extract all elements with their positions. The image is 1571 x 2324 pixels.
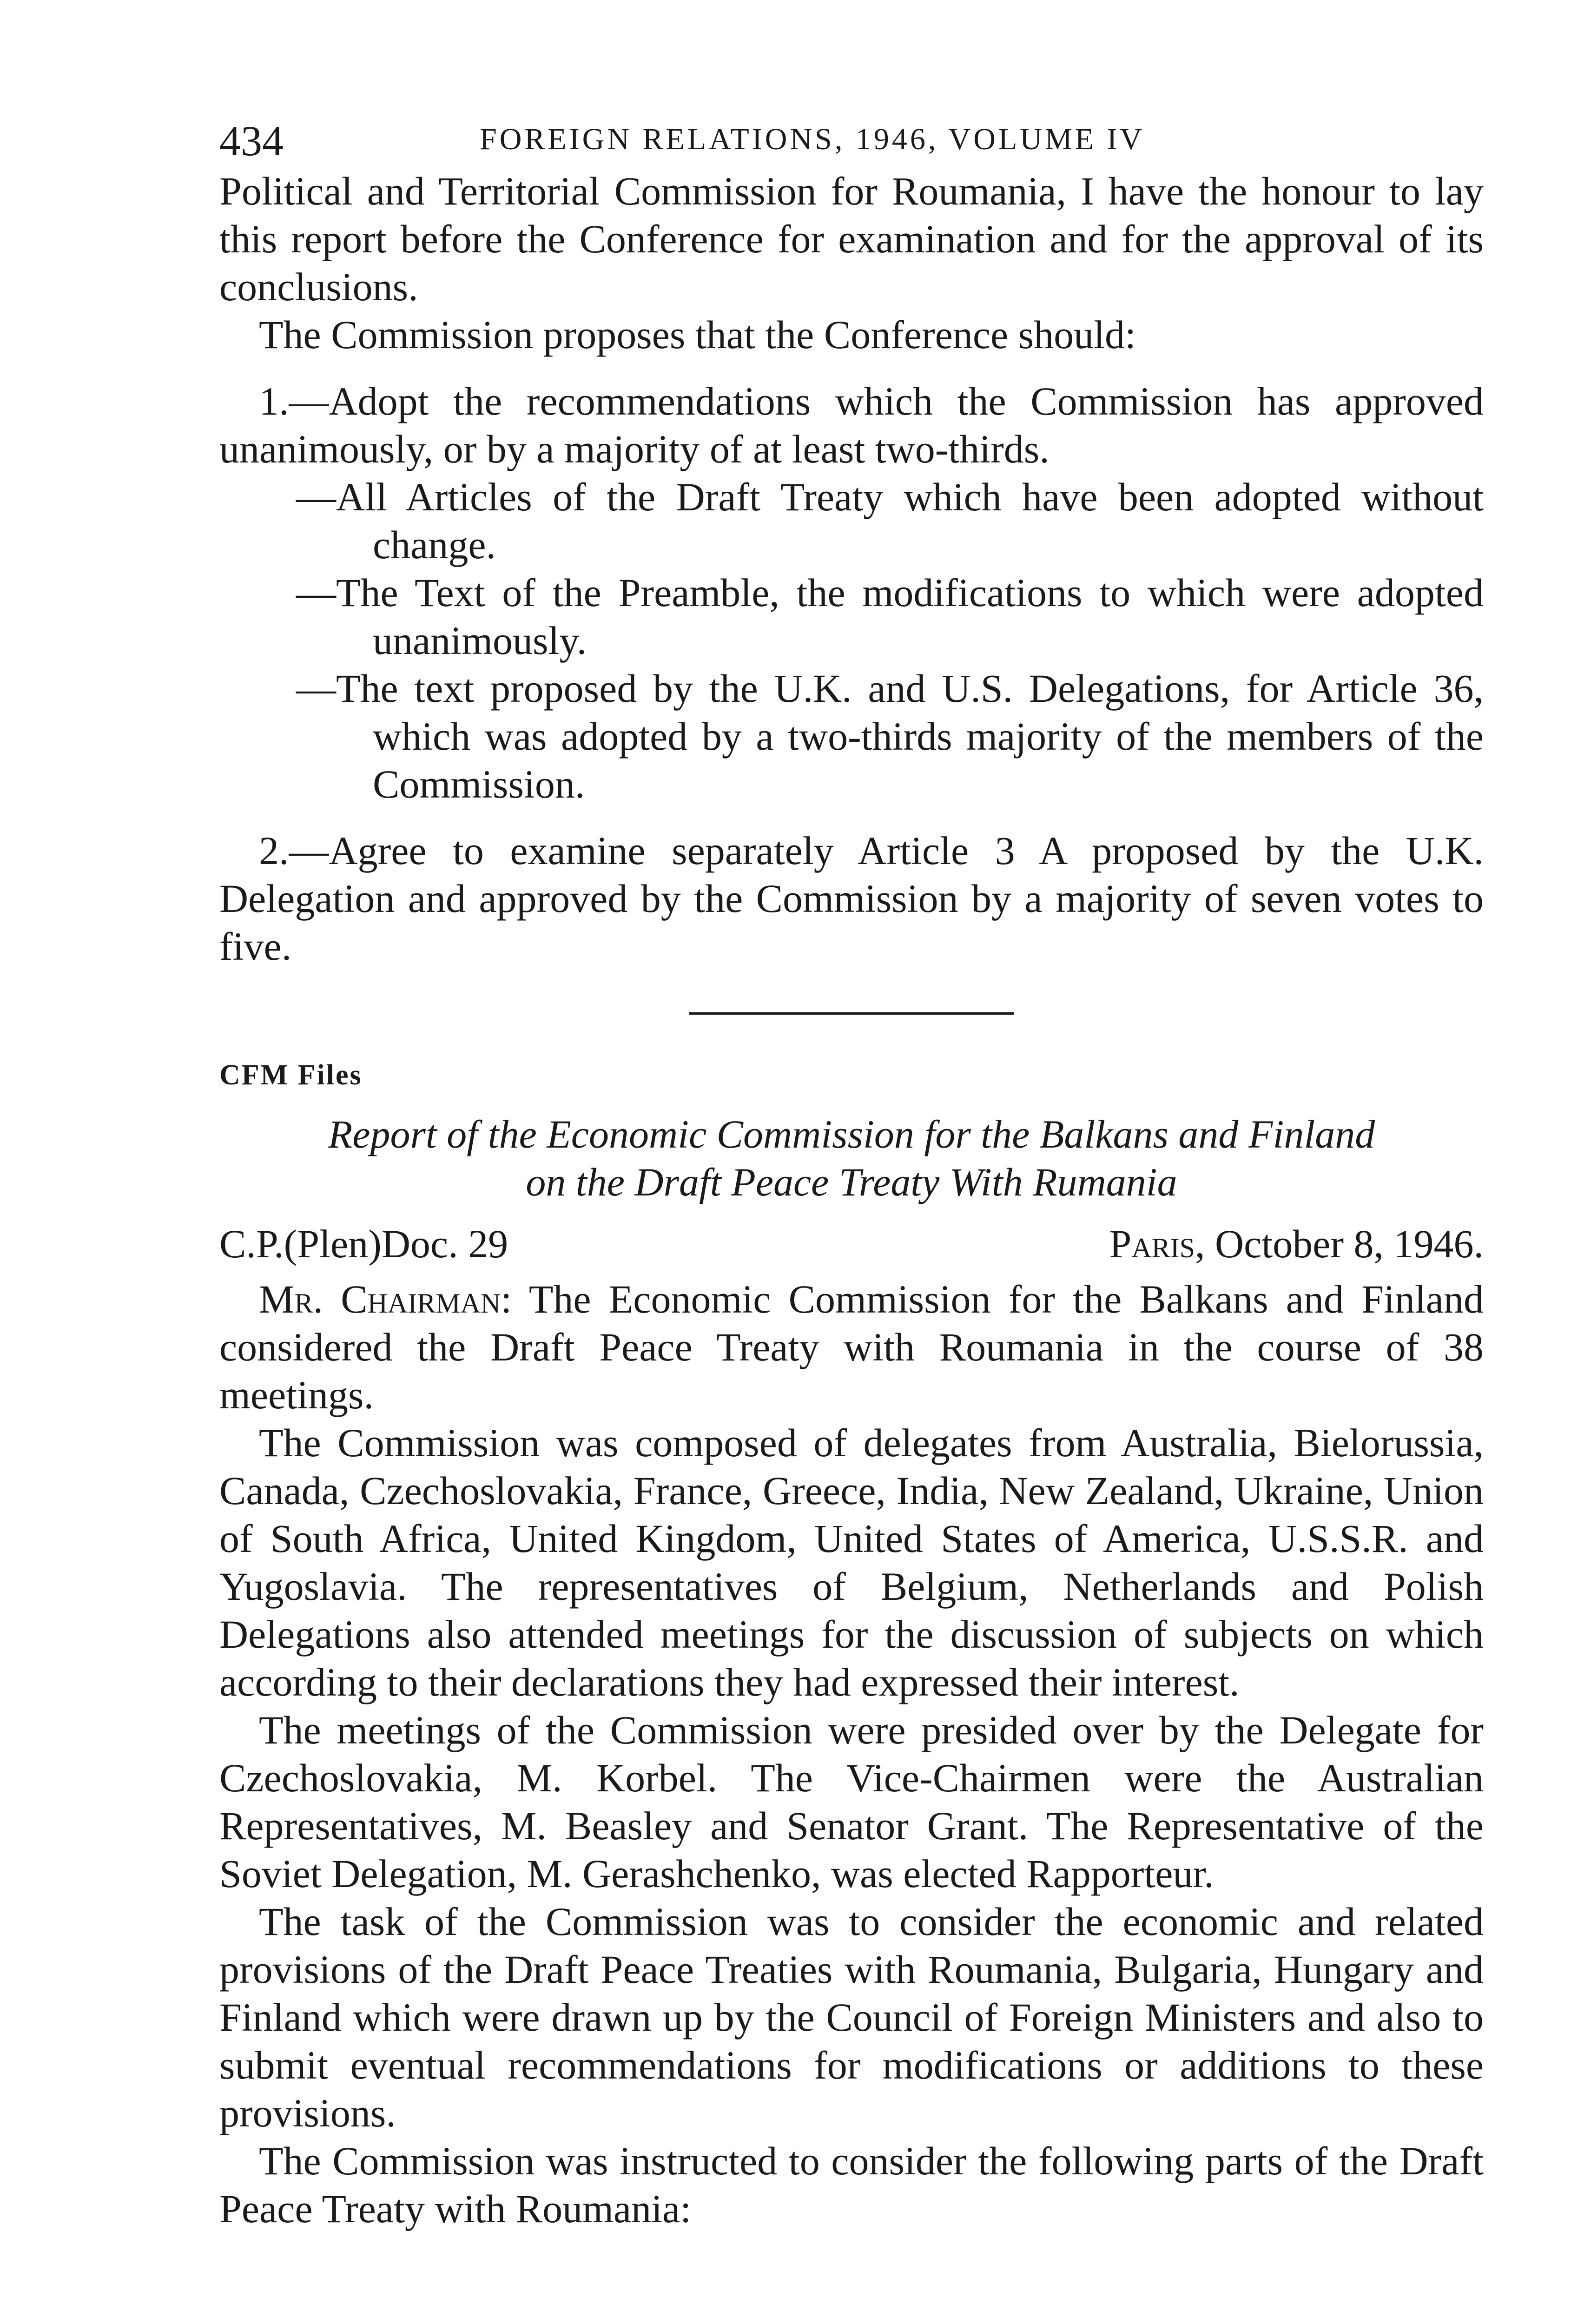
report-paragraph-1-text: : The Economic Commission for the Balkans and Finland considered the Draft Peace Treaty with Roumania in the course of 38 meetings. — [219, 1277, 1484, 1417]
date: , October 8, 1946. — [1195, 1221, 1484, 1266]
sub-item-2: —The Text of the Preamble, the modifications to which were adopted unanimously. — [296, 570, 1484, 663]
place-date — [1109, 1220, 1484, 1268]
report-paragraph-4: The task of the Commission was to consider the economic and related provisions of the Draft Peace Treaties with Roumania, Bulgaria, Hungary and Finland which were drawn up by the Council of Foreign Ministers and also to submit eventual recommendations for modifications or additions to these provisions. — [219, 1899, 1484, 2135]
intro-paragraph-1: Political and Territorial Commission for Roumania, I have the honour to lay this report before the Conference for examination and for the approval of its conclusions. — [219, 169, 1484, 309]
sub-item-3: —The text proposed by the U.K. and U.S. Delegations, for Article 36, which was adopted by a two-thirds majority of the members of the Commission. — [296, 666, 1484, 806]
intro-paragraph-2: The Commission proposes that the Conference should: — [259, 312, 1136, 357]
page-number: 434 — [219, 117, 284, 165]
report-paragraph-3: The meetings of the Commission were presided over by the Delegate for Czechoslovakia, M. Korbel. The Vice-Chairmen were the Australian Representatives, M. Beasley and Senator Grant. The Representative of the Soviet Delegation, M. Gerashchenko, was elected Rapporteur. — [219, 1708, 1484, 1896]
report-paragraph-5: The Commission was instructed to consider the following parts of the Draft Peace Treaty with Roumania: — [219, 2139, 1484, 2231]
place: Paris — [1109, 1221, 1195, 1266]
recommendation-item-2: 2.—Agree to examine separately Article 3 A proposed by the U.K. Delegation and approved by the Commission by a majority of seven votes to five. — [219, 828, 1484, 969]
salutation: Mr. Chairman — [259, 1277, 501, 1321]
document-page — [219, 116, 1484, 2233]
running-title: FOREIGN RELATIONS, 1946, VOLUME IV — [480, 122, 1145, 156]
document-reference-line — [219, 1220, 1484, 1268]
sub-item-1: —All Articles of the Draft Treaty which have been adopted without change. — [296, 475, 1484, 567]
report-title-line-1: Report of the Economic Commission for the Balkans and Finland — [328, 1112, 1375, 1156]
report-paragraph-2: The Commission was composed of delegates from Australia, Bielorussia, Canada, Czechoslovakia, France, Greece, India, New Zealand, Ukraine, Union of South Africa, United Kingdom, United States of America, U.S.S.R. and Yugoslavia. The representatives of Belgium, Netherlands and Polish Delegations also attended meetings for the discussion of subjects on which according to their declarations they had expressed their interest. — [219, 1420, 1484, 1704]
section-divider — [689, 1012, 1014, 1015]
report-paragraph-1 — [219, 1275, 1484, 1419]
document-id: C.P.(Plen)Doc. 29 — [219, 1221, 508, 1266]
page-header — [219, 116, 1484, 167]
recommendation-item-1: 1.—Adopt the recommendations which the Commission has approved unanimously, or by a majority of at least two-thirds. — [219, 379, 1484, 471]
source-label: CFM Files — [219, 1059, 363, 1091]
report-title-line-2: on the Draft Peace Treaty With Rumania — [526, 1160, 1177, 1204]
